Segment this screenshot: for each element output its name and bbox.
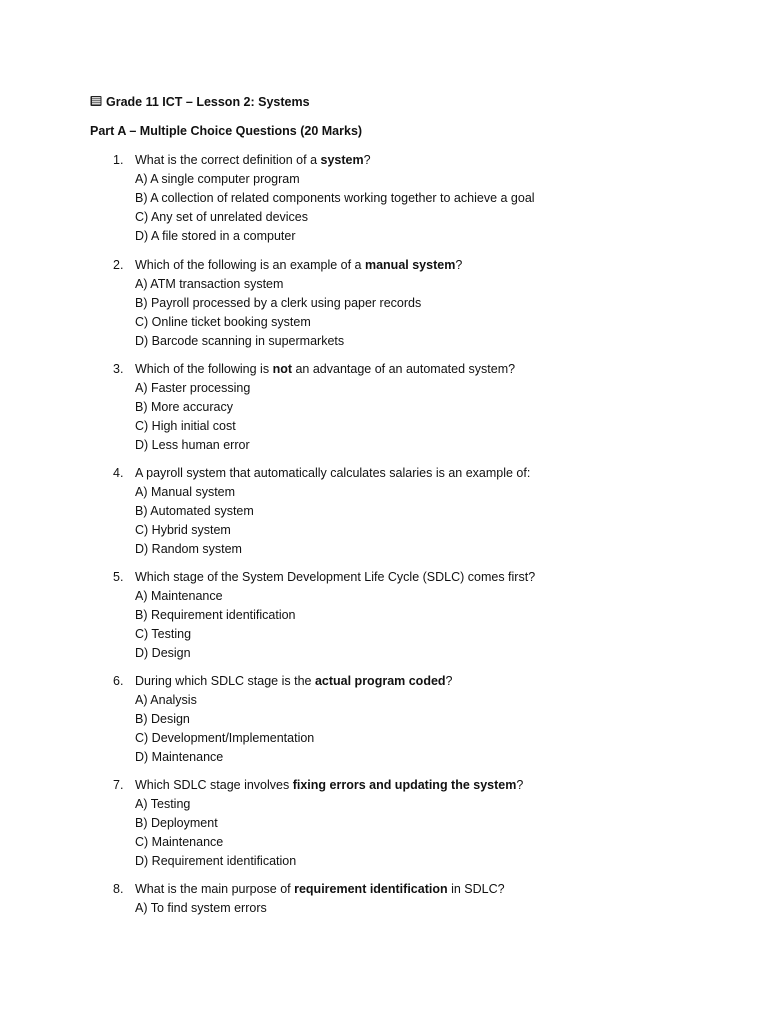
answer-options (135, 587, 296, 663)
question-number: 4. (113, 466, 124, 480)
answer-option: C) Online ticket booking system (135, 315, 311, 329)
question-text-part: Which stage of the System Development Life Cycle (SDLC) comes first? (135, 570, 536, 584)
question-text-part: What is the correct definition of a (135, 153, 321, 167)
answer-option: A) A single computer program (135, 172, 300, 186)
answer-option: C) Testing (135, 627, 192, 641)
answer-options (135, 795, 296, 871)
answer-options (135, 691, 314, 767)
answer-option: B) Deployment (135, 816, 218, 830)
answer-option: D) Maintenance (135, 750, 224, 764)
answer-option: B) Requirement identification (135, 608, 296, 622)
answer-option: B) A collection of related components working together to achieve a goal (135, 191, 535, 205)
answer-option: A) Manual system (135, 485, 236, 499)
question-number: 1. (113, 153, 124, 167)
question-text (135, 568, 535, 587)
answer-option: B) Automated system (135, 504, 254, 518)
answer-option: B) Payroll processed by a clerk using paper records (135, 296, 422, 310)
answer-option: D) A file stored in a computer (135, 229, 296, 243)
answer-option: C) High initial cost (135, 419, 236, 433)
answer-option: A) To find system errors (135, 901, 267, 915)
answer-option: A) Faster processing (135, 381, 251, 395)
question-text-part: ? (455, 258, 463, 272)
answer-option: D) Less human error (135, 438, 250, 452)
question-text-part: Which of the following is an example of a (135, 258, 365, 272)
answer-option: C) Development/Implementation (135, 731, 315, 745)
answer-option: A) Analysis (135, 693, 197, 707)
answer-option: C) Hybrid system (135, 523, 231, 537)
answer-option: C) Maintenance (135, 835, 224, 849)
answer-options (135, 483, 254, 559)
document-title (90, 93, 310, 112)
section-heading: Part A – Multiple Choice Questions (20 Marks) (90, 124, 363, 138)
answer-option: C) Any set of unrelated devices (135, 210, 309, 224)
question-text-part: an advantage of an automated system? (292, 362, 516, 376)
question-text (135, 776, 523, 795)
question-text-part: During which SDLC stage is the (135, 674, 315, 688)
question-text-part: in SDLC? (447, 882, 505, 896)
question-text-part: A payroll system that automatically calculates salaries is an example of: (135, 466, 531, 480)
question-text-part: What is the main purpose of (135, 882, 295, 896)
answer-options (135, 379, 250, 455)
answer-option: B) Design (135, 712, 190, 726)
answer-option: D) Barcode scanning in supermarkets (135, 334, 345, 348)
answer-option: B) More accuracy (135, 400, 233, 414)
question-emphasis: fixing errors and updating the system (292, 778, 517, 792)
question-text-part: ? (363, 153, 371, 167)
answer-option: A) Testing (135, 797, 191, 811)
question-text-part: ? (445, 674, 453, 688)
answer-option: D) Design (135, 646, 191, 660)
question-number: 5. (113, 570, 124, 584)
answer-option: D) Random system (135, 542, 242, 556)
question-text (135, 151, 371, 170)
question-number: 8. (113, 882, 124, 896)
question-emphasis: not (272, 362, 292, 376)
answer-option: A) ATM transaction system (135, 277, 284, 291)
question-text-part: Which of the following is (135, 362, 273, 376)
answer-option: D) Requirement identification (135, 854, 297, 868)
question-emphasis: actual program coded (314, 674, 446, 688)
question-emphasis: requirement identification (294, 882, 448, 896)
answer-options (135, 899, 267, 918)
question-number: 6. (113, 674, 124, 688)
question-number: 2. (113, 258, 124, 272)
question-emphasis: system (320, 153, 364, 167)
question-text (135, 360, 515, 379)
answer-options (135, 170, 535, 246)
question-emphasis: manual system (364, 258, 456, 272)
question-text (135, 880, 505, 899)
question-text (135, 464, 530, 483)
question-number: 3. (113, 362, 124, 376)
question-number: 7. (113, 778, 124, 792)
question-text-part: ? (516, 778, 524, 792)
document-title-text: Grade 11 ICT – Lesson 2: Systems (106, 95, 310, 109)
question-text (135, 672, 453, 691)
question-text-part: Which SDLC stage involves (135, 778, 293, 792)
question-text (135, 256, 462, 275)
answer-option: A) Maintenance (135, 589, 223, 603)
book-icon (90, 95, 102, 107)
answer-options (135, 275, 421, 351)
